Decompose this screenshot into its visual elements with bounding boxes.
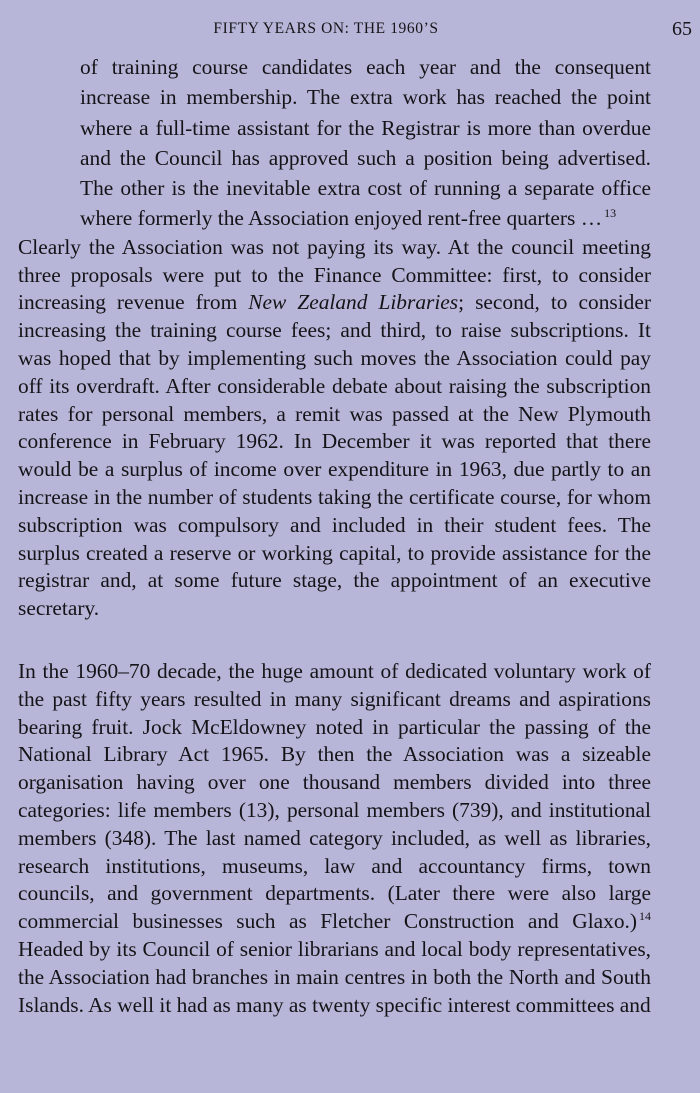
footnote-marker-14: 14 xyxy=(639,908,651,923)
body-text xyxy=(18,52,651,1019)
paragraph-finance-part1: Clearly the Association was not paying its way. At the council meeting three proposals were put to the Finance Committee: first, to consider increasing revenue from xyxy=(18,234,651,315)
footnote-marker-13: 13 xyxy=(604,206,617,221)
paragraph-decade-part2: Headed by its Council of senior librarians and local body representatives, the Association had branches in main centres in both the North and South Islands. As well it had as many as twenty specific interest committees and xyxy=(18,936,651,1017)
quote-text: of training course candidates each year and the consequent increase in membership. The extra work has reached the point where a full-time assistant for the Registrar is more than overdue and the Council has approved such a position being advertised. The other is the inevitable extra cost of running a separate office where formerly the Association enjoyed rent-free quarters … xyxy=(80,55,651,231)
journal-title: New Zealand Libraries xyxy=(248,290,459,315)
paragraph-finance-part2: ; second, to consider increasing the training course fees; and third, to raise subscriptions. It was hoped that by implementing such moves the Association could pay off its overdraft. After considerable debate about raising the subscription rates for personal members, a remit was passed at the New Plymouth conference in February 1962. In December it was reported that there would be a surplus of income over expenditure in 1963, due partly to an increase in the number of students taking the certificate course, for whom subscription was compulsory and included in their student fees. The surplus created a reserve or working capital, to provide assistance for the registrar and, at some future stage, the appointment of an executive secretary. xyxy=(18,290,651,621)
running-title: FIFTY YEARS ON: THE 1960’S xyxy=(213,20,439,37)
paragraph-finance xyxy=(18,234,651,623)
paragraph-decade xyxy=(18,658,651,1019)
paragraph-decade-part1: In the 1960–70 decade, the huge amount of dedicated voluntary work of the past fifty years resulted in many significant dreams and aspirations bearing fruit. Jock McEldowney noted in particular the passing of the National Library Act 1965. By then the Association was a sizeable organisation having over one thousand members divided into three categories: life members (13), personal members (739), and institutional members (348). The last named category included, as well as libraries, research institutions, museums, law and accountancy firms, town councils, and government departments. (Later there were also large commercial businesses such as Fletcher Construction and Glaxo.) xyxy=(18,658,651,934)
block-quote xyxy=(80,52,651,234)
page-number: 65 xyxy=(672,18,692,40)
running-header xyxy=(0,18,700,42)
